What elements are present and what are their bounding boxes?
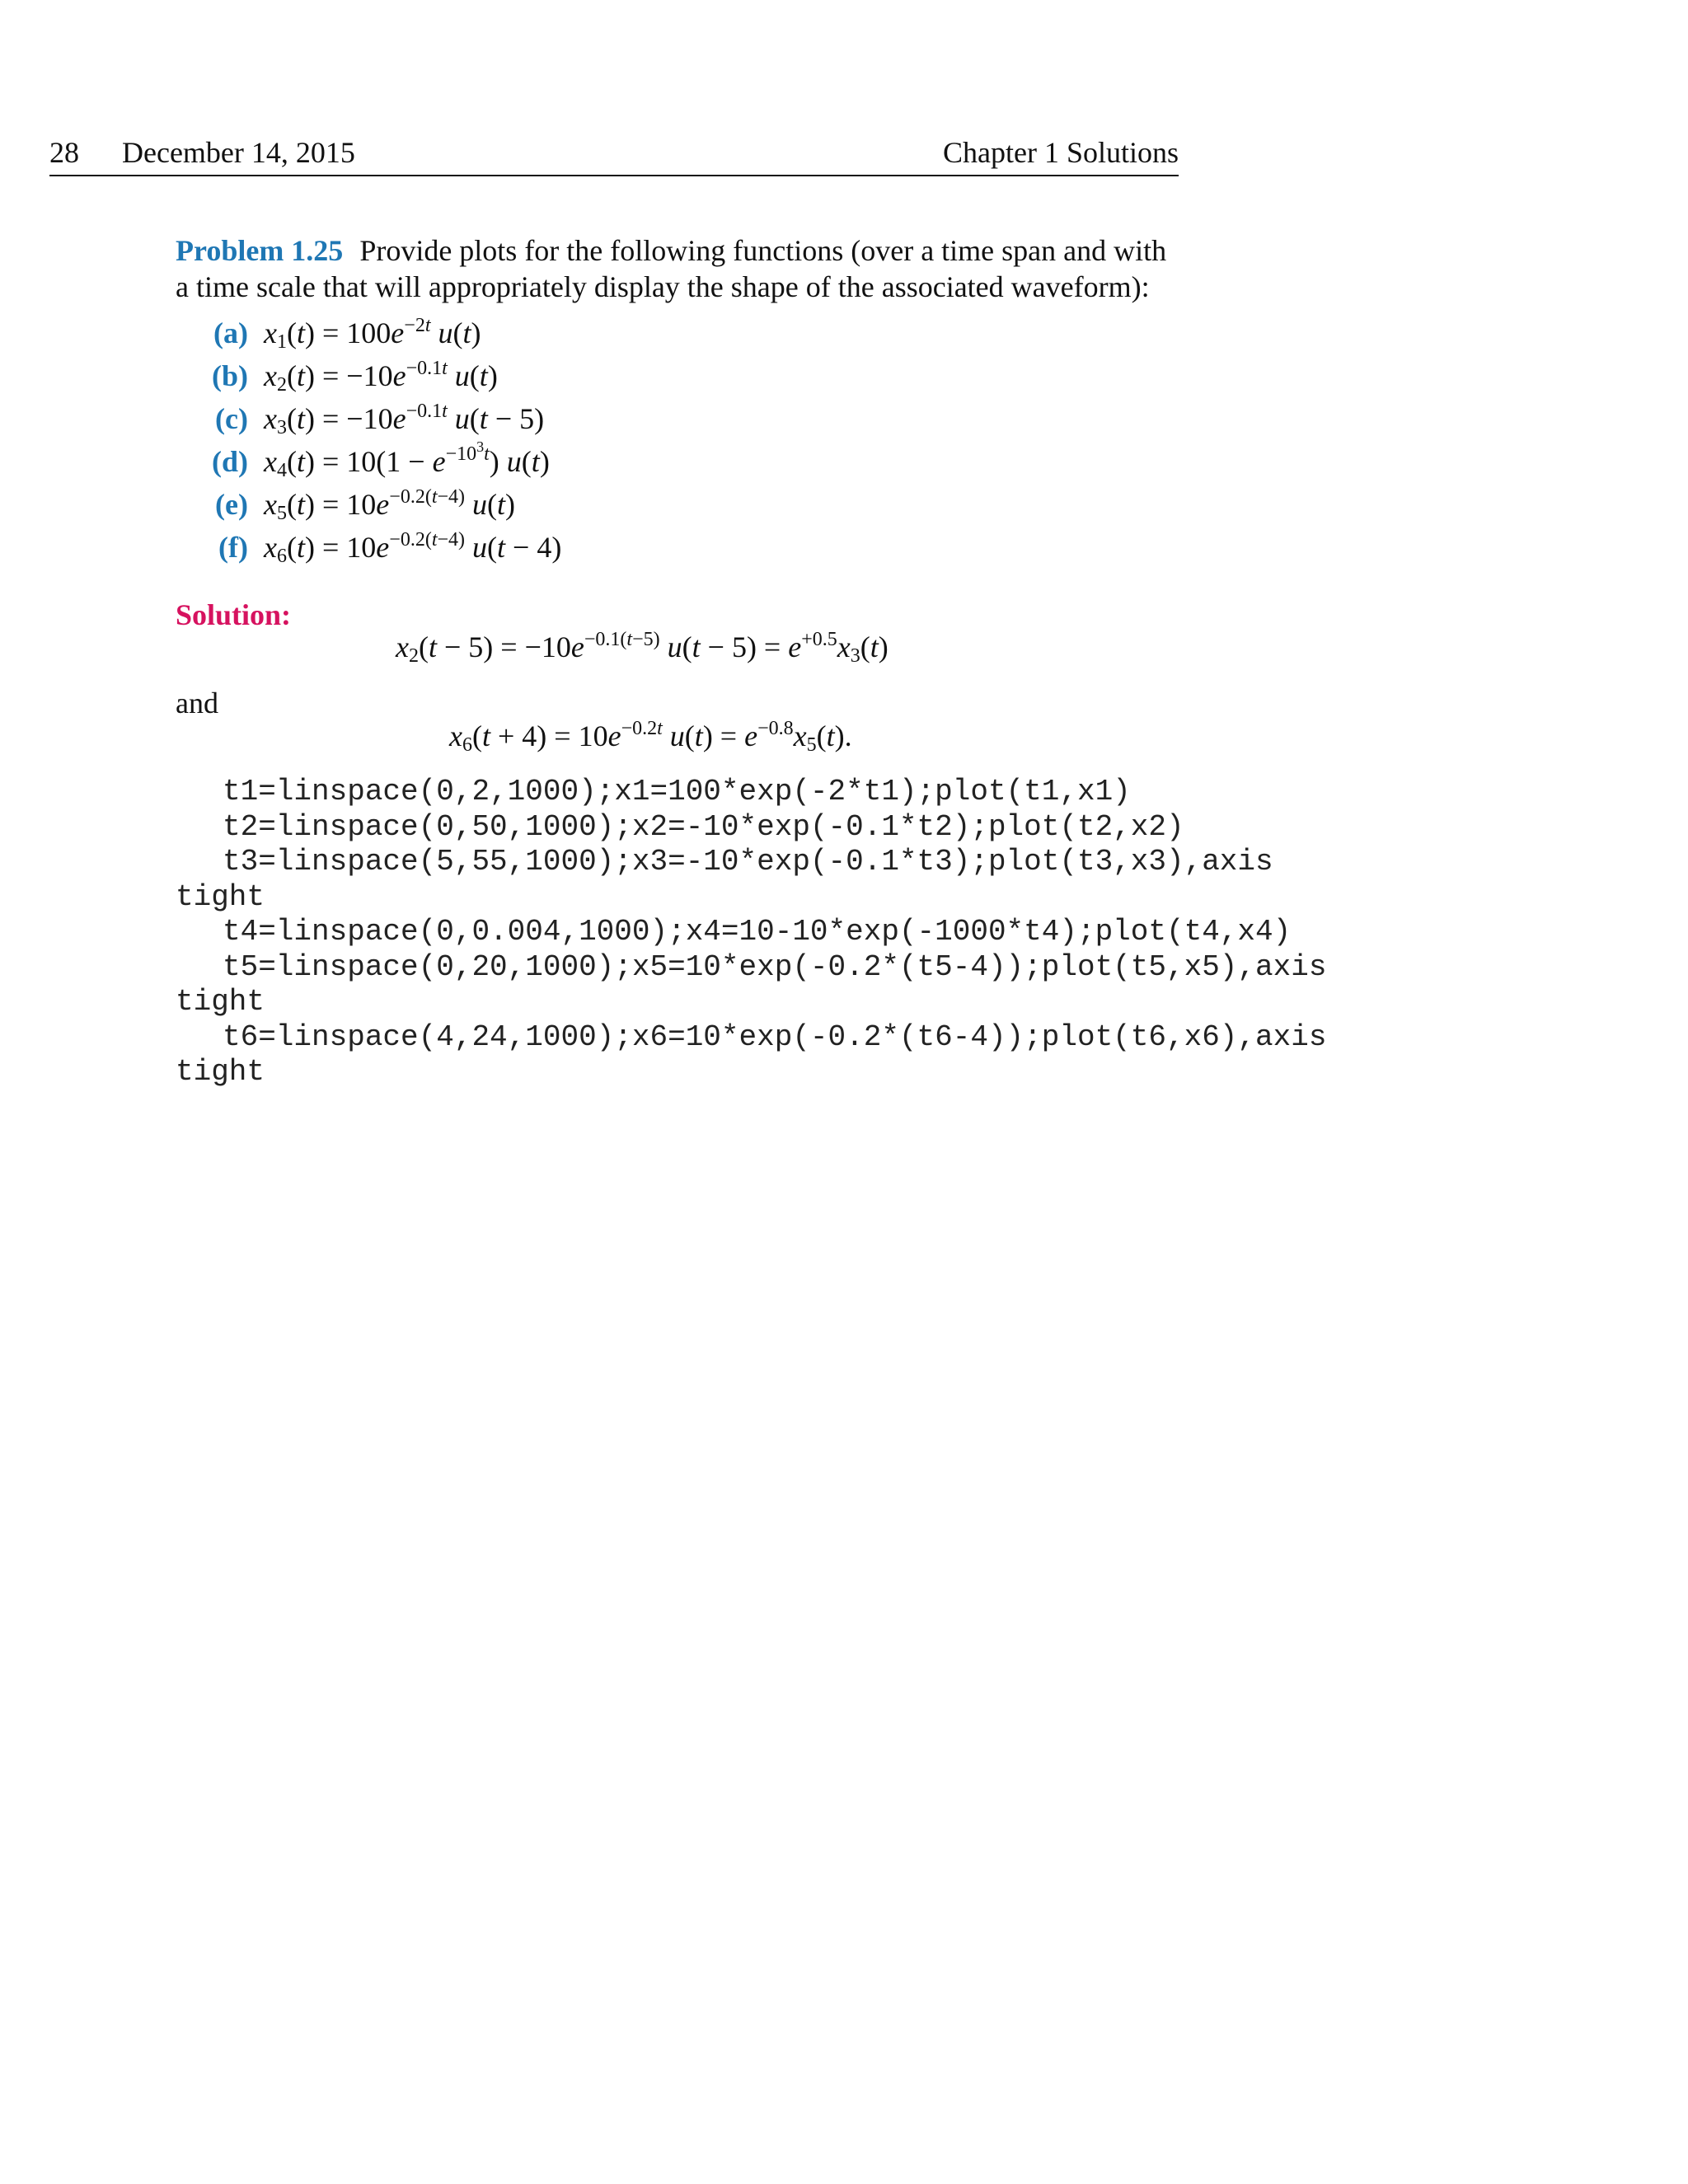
code-line: t6=linspace(4,24,1000);x6=10*exp(-0.2*(t6-4));plot(t6,x6),axis [223,1019,1327,1054]
code-line: t5=linspace(0,20,1000);x5=10*exp(-0.2*(t5-4));plot(t5,x5),axis [223,949,1327,984]
function-item-f [200,526,561,569]
problem-text: Provide plots for the following functions (over a time span and with a time scale that will appropriately display the shape of the associated waveform): [176,234,1167,303]
problem-statement [176,232,1179,305]
problem-label: Problem 1.25 [176,234,344,267]
function-item-c [200,397,561,440]
function-item-d [200,440,561,483]
item-label: (e) [215,488,248,521]
connector-word: and [176,687,218,719]
code-line: tight [176,985,265,1019]
equation-x1: $x_1(t) = 100e^{-2t}$ u(t) [264,315,481,353]
solution-equation-1: $x_2(t - 5) = -10e^{-0.1(t-5)}$ $u(t - 5) = e^{+0.5}x_3(t)$ [396,629,889,667]
function-item-b [200,354,561,397]
function-list [200,312,561,569]
function-item-e [200,483,561,526]
equation-x4: $x_4(t) = 10(1 - e^{-10^3t})$ u(t) [264,438,550,481]
equation-x5: $x_5(t) = 10e^{-0.2(t-4)}$ u(t) [264,486,516,524]
code-line: tight [176,1055,265,1089]
equation-x2: $x_2(t) = -10e^{-0.1t}$ u(t) [264,358,498,396]
equation-x3: $x_3(t) = -10e^{-0.1t}$ u(t − 5) [264,401,545,438]
function-item-a [200,312,561,354]
header-date: December 14, 2015 [122,136,355,169]
matlab-code-block [176,775,1371,1090]
solution-equation-2: $x_6(t + 4) = 10e^{-0.2t}$ $u(t) = e^{-0.8}x_5(t)$. [449,718,852,756]
code-line: t2=linspace(0,50,1000);x2=-10*exp(-0.1*t2);plot(t2,x2) [223,809,1184,844]
item-label: (b) [212,359,248,392]
code-line: tight [176,879,265,914]
chapter-title: Chapter 1 Solutions [943,136,1179,169]
page-number: 28 [49,136,79,169]
item-label: (c) [215,402,248,435]
item-label: (d) [212,445,248,478]
code-line: t4=linspace(0,0.004,1000);x4=10-10*exp(-1000*t4);plot(t4,x4) [223,915,1292,949]
item-label: (f) [218,531,248,564]
code-line: t1=linspace(0,2,1000);x1=100*exp(-2*t1);plot(t1,x1) [223,775,1131,808]
item-label: (a) [213,316,248,349]
code-line: t3=linspace(5,55,1000);x3=-10*exp(-0.1*t3);plot(t3,x3),axis [223,845,1273,879]
equation-x6: $x_6(t) = 10e^{-0.2(t-4)}$ u(t − 4) [264,529,562,567]
page-header [49,132,1179,176]
solution-label: Solution: [176,598,292,631]
